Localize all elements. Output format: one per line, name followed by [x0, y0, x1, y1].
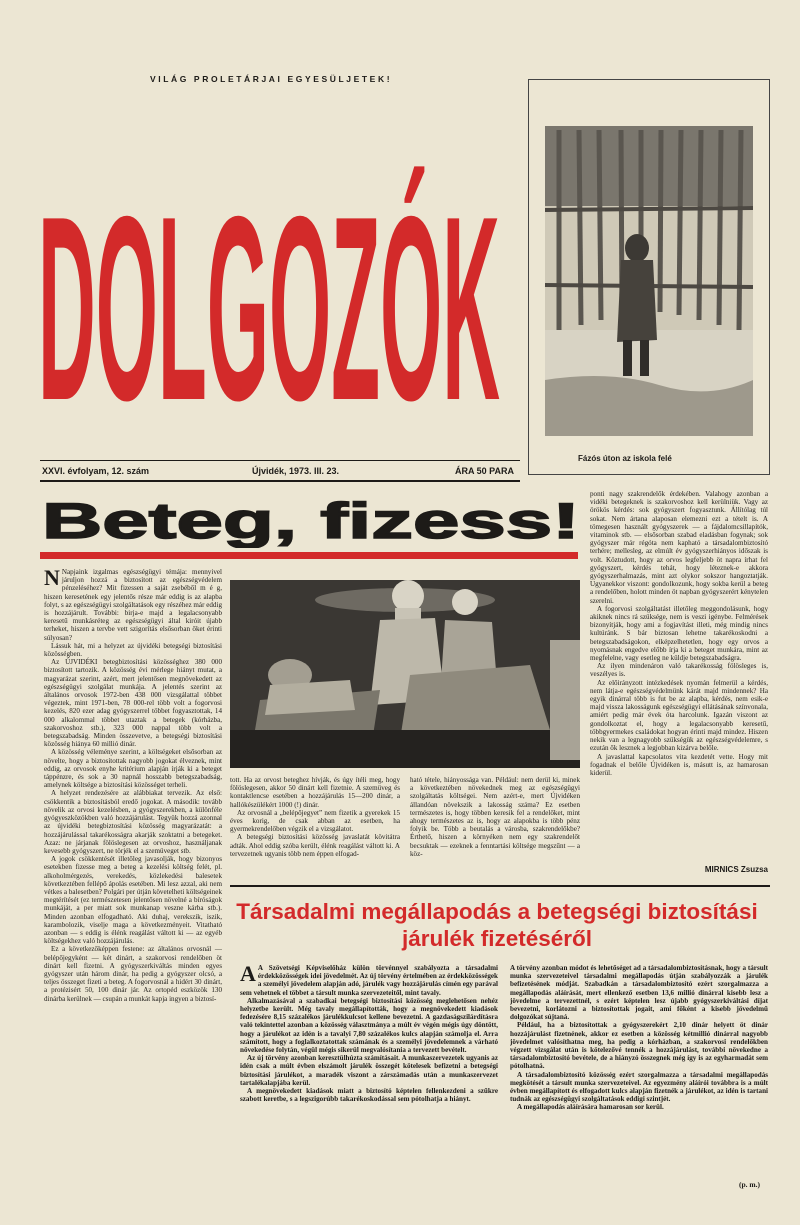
article-paragraph: A jogok csökkentését illetőleg javasolják, hogy bizonyos esetekben fizesse meg a beteg a kezelési költség felét, pl. alkoholmérgezés, verekedés, közlekedési balesetek következtében fellépő ápolás esetében. Mi lesz azzal, aki nem vétkes a balesetben? Polgári per útján követelheti költségeinek megtérítését (ez természetesen jelentősen növelné a bíróságok munkáját, a per miatt sok munkanap veszne kárba stb.). Minden azonban elfogadható. Aki duhaj, verekszik, iszik, karambolozik, viselje maga a következményeit. Vitatható azonban — s eddig is élénk reagálást váltott ki — az egyéb költségekhez való hozzájárulás. [44, 855, 222, 946]
lead-headline-text: Beteg, fizess! [42, 493, 580, 548]
second-article-signature: (p. m.) [738, 1180, 760, 1189]
issue-date: Újvidék, 1973. III. 23. [252, 466, 340, 476]
article-paragraph: tott. Ha az orvost beteghez hívják, és úgy ítéli meg, hogy fölöslegesen, akkor 50 dinárt kell fizetnie. A szemüveg és kontaktlencse esetében a hozzájárulás 15—200 dinár, a hallókészülékért 1000 (!) dinár. [230, 776, 400, 809]
lead-headline [40, 492, 585, 548]
drop-cap: N [44, 568, 60, 590]
dateline-rule-bottom [40, 480, 520, 482]
article-paragraph: Például, ha a biztosítottak a gyógyszerekért 2,10 dinár helyett öt dinár hozzájárulást fizetnének, akkor ez esetben a közösség kétmillió dinárral nagyobb jövedelmet valósíthatna meg, ha pedig a kórházban, a szakorvosi rendelőkben végzett vizsgálat után is kötelezővé tennék a hozzájárulást, további növekedne a társadalombiztosító bevétele, de a hiányzó összegnek még így is az egyharmadát sem pótolhatná. [510, 1021, 768, 1071]
article-paragraph: Az ÚJVIDÉKI betegbiztosítási közösséghez 380 000 biztosított tartozik. A közösség évi mérlege hiányt mutat, a magyarázat szerint, azért, mert jelentősen megnövekedett az egészségügyi szolgálat munkája. A jelentés szerint az általános orvosok 1972-ben 438 000 vizsgálattal többet végeztek, mint 1971-ben, 78 000-rel több volt a fogorvosi kezelés, 820 ezer adag gyógyszerrel többet fogyasztottak, 14 000 alkalommal többet utaztak a betegek (kórházba, szakorvoshoz stb.), 323 000 nappal több volt a betegszabadság. Minden összevetve, a betegségi biztosítási közösség hiánya 60 millió dinár. [44, 658, 222, 749]
article-author: MIRNICS Zsuzsa [704, 865, 768, 874]
article-paragraph: A fogorvosi szolgáltatást illetőleg meggondolásunk, hogy akiknek nincs rá szüksége, nem is veszi igénybe. Felmérések bizonyítják, hogy ami a fogjavítást illeti, még mindig nincs kultúránk. S bár biztosan lehetne takarékoskodni a betegszabadságokon, elképzelhetetlen, hogy egy orvos a nyomásnak engedve előbb írja ki a beteget munkára, mint az megfelelne, vagy esetleg ne küldje betegszabadságra. [590, 604, 768, 663]
article-paragraph: Az előirányzott intézkedések nyomán felmerül a kérdés, nem látja-e egészségvédelmünk kárát majd mindennek? Ha egyik dinárral több is fut be az alapba, kérdés, nem esik-e majd vissza lakosságunk egészségügyi ellátásának színvonala, amiért pedig már évek óta harcolunk. Igazán viszont az gondolkoztat el, hogy a legalacsonyabb keresetű, többgyermekes családokat hogyan érinti majd mindez. Hiszen nekik van a legnagyobb szükségük az egészségvédelemre, s ezután ők lesznek a legjobban kizárva belőle. [590, 678, 768, 753]
article-paragraph: Az ilyen mindenáron való takarékosság fölösleges is, veszélyes is. [590, 662, 768, 679]
headline-red-bar [40, 552, 578, 559]
article-paragraph: A törvény azonban módot és lehetőséget ad a társadalombiztosításnak, hogy a társult munka szervezeteivel társadalmi megállapodás útján szabályozzák a járulék befizetésének módját. Szabadkán a társadalombiztosító ezért szorgalmazza a megállapodás aláírását, mert ellenkező esetben 13,6 millió dinárral kisebb lesz a jövedelme a tervezettnél, s ezért képtelen lesz újabb gyógyszerkiváltási díjat bevezetni, korlátozni a biztosítottak jogait, ami főként a kisebb jövedelmű dolgozókat sújtaná. [510, 964, 768, 1022]
cover-photo-frame [528, 79, 770, 475]
article-paragraph: Az orvosnál a „belépőjegyet” nem fizetik a gyerekek 15 éves korig, de csak abban az esetben, ha gyermekrendelőben végzik el a vizsgálatot. [230, 808, 400, 834]
lead-paragraph-text: Napjaink izgalmas egészségügyi témája: mennyivel járuljon hozzá a biztosított az egészségvédelem pénzeléséhez? Mit fizessen a saját zsebéből m é g, hiszen keresetének egy jelentős része már eddig is az alapba folyt, s az egészségügyi szolgáltatások egy részéhez már eddig is hozzájárult. További: birja-e majd a legalacsonyabb keresetű munkásréteg az egészségügyi által kiróit újabb terheket, hiszen a tervbe vett szigorítás elsősorban őket érinti súlyosan? [44, 568, 222, 642]
masthead-title [36, 100, 504, 456]
second-article-lead-text: A Szövetségi Képviselőház külön törvénnyel szabályozta a társadalmi érdekközösségek idei jövedelmét. Az új törvény értelmében az érdekközösségek a személyi jövedelem alapján adó, járulék vagy hozzájárulás címén egy parával sem vehetnek el többet a társult munka szervezeteitől, mint tavaly. [240, 964, 498, 997]
article-paragraph: A betegségi biztosítási közösség javaslatát kövitátra adták. Ahol eddig szóba került, élénk reagálást váltott ki. A tervezetnek ugyanis több nem éppen elfogad- [230, 833, 400, 858]
lead-article-column-4 [590, 490, 768, 862]
article-paragraph: Ez a következőképpen festene: az általános orvosnál — belépőjegyként — két dinárt, a szakorvosi rendelőben öt dinárt kell fizetni. A gyógyszerkiváltás minden egyes gyógyszer után három dinár, ha pedig a gyógyszer olcsó, a teljes összeget fizeti a beteg. A fogorvosnál a hidért 30 dinárt, a protézisért 50, 100 dinár jár. Az ortopéd eszközök 130 dinárba kerülnek — csupán a munkát kapja ingyen a biztosí- [44, 945, 222, 1003]
surgery-photo [230, 580, 580, 768]
volume-number: XXVI. évfolyam, 12. szám [42, 466, 150, 476]
article-paragraph: A helyzet rendezésére az alábbiakat tervezik. Az első: csökkentik a biztosításból eredő jogokat. A második: tovább növelik az orvosi kezelésben, a gyógyszerekben, a különféle gyógyeszközökben való hozzájárulást. Tegyük hozzá azonnal az újvidéki betegbiztosítási közösség magyarázatát: a hozzájárulással takarékosságra akarják szoktatni a betegeket. Azaz: ne járjanak fölöslegesen az orvoshoz, használjanak kevesebb gyógyszert, ne törjék el a szemüveget stb. [44, 789, 222, 855]
lead-article-column-3 [410, 776, 580, 881]
article-paragraph: A megnövekedett kiadások miatt a biztosító képtelen fellenkezdeni a szűkre szabott keretbe, s a legszigorúbb takarékoskodással sem pótolhatja a hiányt. [240, 1087, 498, 1104]
dateline [40, 466, 520, 478]
article-paragraph: Lássuk hát, mi a helyzet az újvidéki betegségi biztosítási közösségben. [44, 641, 222, 659]
second-article-headline: Társadalmi megállapodás a betegségi biztosítási járulék fizetéséről [236, 899, 758, 951]
masthead-slogan: VILÁG PROLETÁRJAI EGYESÜLJETEK! [150, 74, 393, 84]
article-paragraph: A társadalombiztosító közösség ezért szorgalmazza a társadalmi megállapodás megkötését a társult munka szervezeteivel. Az egyezmény aláírói továbbra is a múlt évben megállapított és elfogadott kulcs alapján fizetnék a járulékot, az idén is tartani tudnák az egészségügyi szolgáltatások eddigi szintjét. [510, 1070, 768, 1104]
second-article-lead [240, 964, 498, 997]
article-paragraph: A közösség véleménye szerint, a költségeket elsősorban az növelte, hogy a biztosítottak nagyobb jogokat élveznek, mint eddig, az orvosok enyhe kritérium alapján írják ki a beteget táppénzre, és sok a 30 napnál hosszabb betegszabadság, amelynek költsége a biztosítási közösséget terheli. [44, 748, 222, 790]
masthead-title-text: DOLGOZÓK [38, 162, 500, 456]
article-paragraph: Alkalmazásával a szabadkai betegségi biztosítási közösség meglehetősen nehéz helyzetbe került. Még tavaly megállapították, hogy a megnövekedett kiadások fedezésére 8,15 százalékos járulékkulcsot kellene bevezetni. A gazdaságszilárdításra való tekintettel azonban a közösség választmánya a múlt év végén mégis úgy döntött, hogy a járulékot az idén is a tavalyi 7,80 százalékos kulcs alapján számolja el. Arra számított, hogy a foglalkoztatottak számának és a személyi jövedelemnek a várható növekedése folytán, végül mégis sikerül megvalósítania a tervezett bevételt. [240, 996, 498, 1055]
lead-paragraph [44, 568, 222, 642]
issue-price: ÁRA 50 PARA [455, 466, 515, 476]
section-divider [230, 885, 770, 887]
article-paragraph: ponti nagy szakrendelők érdekében. Valahogy azonban a vidéki betegeknek is szakorvoshoz kell kerülniük. Vagy az örökös kérdés: sok gyógyszert fogyasztunk. Állítólag túl sokat. Nem ártana alaposan elemezni ezt a tételt is. A tömegesen használt gyógyszerek — a fájdalomcsillapítók, vitaminok stb. — elsősorban szabad eladásban fogynak; sok gyógyszer már régóta nem kapható a társadalombiztosító terhére; mellesleg, az elmúlt év gyógyszerhiányos időszak is volt. Köztudott, hogy az orvos legfeljebb öt napra írhat fel gyógyszert, kérdés tehát, hogy léteznek-e akkora gyógyszerhalmazás, mint azt olykor sokszor hangoztatják. Ugyanekkor viszont: gondolkozunk, hogy sokba kerül a beteg a rendelőben, holott minden öt napban gyógyszerért kénytelen szerelni. [590, 490, 768, 605]
lead-article-column-2 [230, 776, 400, 881]
lead-article-column-1 [44, 568, 222, 1218]
second-article-column-1 [240, 964, 498, 1216]
cover-photo-caption: Fázós úton az iskola felé [578, 454, 672, 463]
article-paragraph: Az új törvény azonban keresztülhúzta számításait. A munkaszervezetek ugyanis az idén csak a múlt évben elszámolt járulék összegét kötelesek befizetni a betegségi biztosítási járulékot, a maradék viszont a zárszámadás után a munkaszervezet tartalékalapjába kerül. [240, 1054, 498, 1087]
article-paragraph: A javaslattal kapcsolatos vita kezdetét vette. Hogy mit fogadnak el belőle Újvidéken is, másutt is, az hamarosan kiderül. [590, 752, 768, 777]
cover-photo [529, 80, 769, 474]
dateline-rule-top [40, 460, 520, 461]
drop-cap: A [240, 964, 256, 986]
article-paragraph: ható tétele, hiányossága van. Például: nem derül ki, minek a következtében növekednek meg az egészségügyi szolgáltatás költségei. Nem azért-e, mert Újvidéken állandóan növekszik a lakosság száma? Ez esetben természetes is, hogy többen keresik fel a rendelőket, mint ahogy természetes az is, hogy az alapokba is több pénz folyik be. Több a beutalás a városba, szakrendelőkbe? Érthető, hiszen a környéken nem egy szakrendelőt becsuktak — ezeknek a fenntartási költsége megszűnt — a köz- [410, 776, 580, 858]
article-paragraph: A megállapodás aláírására hamarosan sor kerül. [517, 1103, 664, 1112]
second-article-column-2 [510, 964, 768, 1178]
